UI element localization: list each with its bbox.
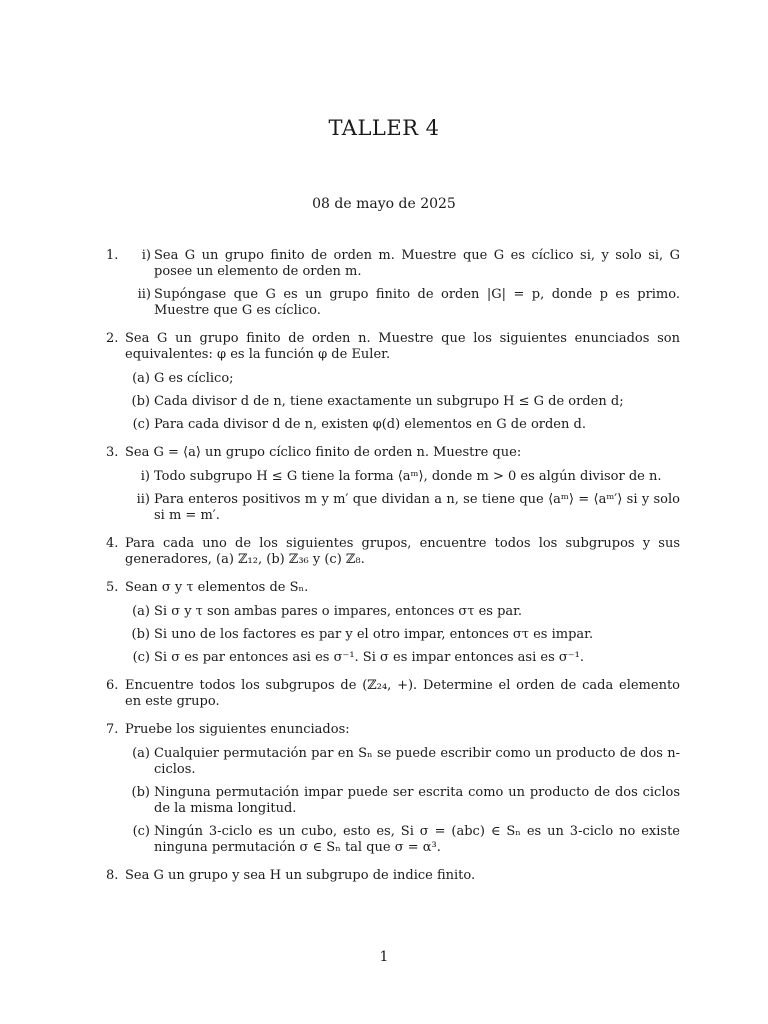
sub-item <box>125 785 680 817</box>
problem-5 <box>106 580 680 666</box>
page-number: 1 <box>379 949 389 965</box>
sub-item <box>125 650 680 666</box>
sub-item-label: ii) <box>136 492 150 507</box>
sub-item <box>125 492 680 524</box>
problem-statement: Para cada uno de los siguientes grupos, encuentre todos los subgrupos y sus generadores, (a) ℤ₁₂, (b) ℤ₃₆ y (c) ℤ₈. <box>125 536 680 567</box>
sub-item-label: ii) <box>137 287 151 302</box>
sub-item-label: (b) <box>131 394 150 409</box>
sub-item <box>125 371 680 387</box>
problem-number: 5. <box>106 580 119 595</box>
problem-3 <box>106 445 680 524</box>
problem-number: 7. <box>106 722 119 737</box>
sub-item-list <box>125 604 680 666</box>
sub-item-text: Sea G un grupo finito de orden m. Muestre que G es cíclico si, y solo si, G posee un elemento de orden m. <box>154 248 680 279</box>
sub-item-label: i) <box>140 469 150 484</box>
sub-item-text: Para enteros positivos m y m′ que dividan a n, se tiene que ⟨aᵐ⟩ = ⟨aᵐ′⟩ si y solo si m = m′. <box>154 492 680 523</box>
sub-item-list <box>125 248 680 319</box>
sub-item <box>125 417 680 433</box>
problem-1 <box>106 248 680 319</box>
sub-item-label: (b) <box>131 627 150 642</box>
sub-item-text: Supóngase que G es un grupo finito de orden |G| = p, donde p es primo. Muestre que G es cíclico. <box>154 287 680 318</box>
sub-item-label: (a) <box>132 746 150 761</box>
problem-statement: Sean σ y τ elementos de Sₙ. <box>125 580 309 595</box>
sub-item-text: Ninguna permutación impar puede ser escrita como un producto de dos ciclos de la misma longitud. <box>154 785 680 816</box>
sub-item <box>125 248 680 280</box>
sub-item-text: Si σ y τ son ambas pares o impares, entonces στ es par. <box>154 604 523 619</box>
sub-item <box>125 394 680 410</box>
sub-item <box>125 746 680 778</box>
problem-number: 6. <box>106 678 119 693</box>
sub-item-list <box>125 469 680 524</box>
problem-8 <box>106 868 680 884</box>
problem-2 <box>106 331 680 433</box>
document-date: 08 de mayo de 2025 <box>312 196 456 212</box>
sub-item-text: Cualquier permutación par en Sₙ se puede escribir como un producto de dos n-ciclos. <box>154 746 680 777</box>
sub-item-label: (c) <box>132 824 150 839</box>
problem-number: 2. <box>106 331 119 346</box>
document-title: TALLER 4 <box>328 116 440 140</box>
sub-item-text: Si uno de los factores es par y el otro impar, entonces στ es impar. <box>154 627 594 642</box>
sub-item <box>125 604 680 620</box>
sub-item <box>125 287 680 319</box>
problem-number: 8. <box>106 868 119 883</box>
problem-statement: Encuentre todos los subgrupos de (ℤ₂₄, +). Determine el orden de cada elemento en este grupo. <box>125 678 680 709</box>
problem-number: 1. <box>106 248 119 263</box>
problem-4 <box>106 536 680 568</box>
problem-number: 3. <box>106 445 119 460</box>
sub-item-label: (c) <box>132 417 150 432</box>
sub-item-label: (a) <box>132 371 150 386</box>
problem-statement: Sea G un grupo finito de orden n. Muestre que los siguientes enunciados son equivalentes: φ es la función φ de Euler. <box>125 331 680 362</box>
sub-item-text: G es cíclico; <box>154 371 234 386</box>
problem-statement: Pruebe los siguientes enunciados: <box>125 722 350 737</box>
problem-6 <box>106 678 680 710</box>
problem-number: 4. <box>106 536 119 551</box>
sub-item-text: Si σ es par entonces asi es σ⁻¹. Si σ es impar entonces asi es σ⁻¹. <box>154 650 584 665</box>
sub-item-text: Todo subgrupo H ≤ G tiene la forma ⟨aᵐ⟩, donde m > 0 es algún divisor de n. <box>154 469 662 484</box>
sub-item-label: (b) <box>131 785 150 800</box>
sub-item <box>125 627 680 643</box>
sub-item <box>125 824 680 856</box>
sub-item-label: i) <box>141 248 151 263</box>
sub-item-label: (a) <box>132 604 150 619</box>
sub-item-label: (c) <box>132 650 150 665</box>
sub-item-text: Ningún 3-ciclo es un cubo, esto es, Si σ = (abc) ∈ Sₙ es un 3-ciclo no existe ninguna permutación σ ∈ Sₙ tal que σ = α³. <box>154 824 680 855</box>
problem-statement: Sea G = ⟨a⟩ un grupo cíclico finito de orden n. Muestre que: <box>125 445 522 460</box>
problem-7 <box>106 722 680 856</box>
sub-item-list <box>125 371 680 433</box>
sub-item-list <box>125 746 680 856</box>
sub-item <box>125 469 680 485</box>
sub-item-text: Para cada divisor d de n, existen φ(d) elementos en G de orden d. <box>154 417 586 432</box>
problem-statement: Sea G un grupo y sea H un subgrupo de indice finito. <box>125 868 476 883</box>
problem-list <box>106 248 680 896</box>
sub-item-text: Cada divisor d de n, tiene exactamente un subgrupo H ≤ G de orden d; <box>154 394 624 409</box>
